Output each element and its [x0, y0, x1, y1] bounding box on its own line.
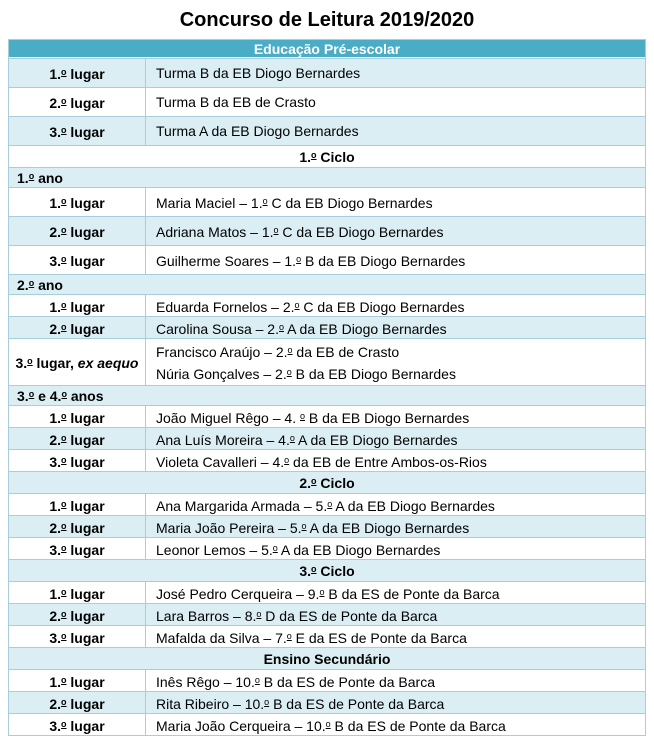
result-text: Ana Margarida Armada – 5.$^o$ A da EB Diogo Bernardes: [156, 497, 495, 514]
result-cell: [146, 59, 645, 87]
section-header-label: Ensino Secundário: [263, 650, 391, 667]
ordinal-indicator: o: [61, 586, 67, 597]
table-row: [9, 669, 645, 691]
place-cell: [9, 246, 146, 274]
place-cell: [9, 217, 146, 245]
place-cell: [9, 692, 146, 713]
ordinal-indicator: o: [61, 696, 67, 707]
ordinal-indicator: o: [256, 608, 262, 619]
ordinal-indicator: o: [284, 454, 290, 465]
result-text: Lara Barros – 8.$^o$ D da ES de Ponte da Barca: [156, 607, 438, 624]
ordinal-indicator: o: [61, 520, 67, 531]
place-label: 1.$^o$ lugar: [49, 673, 105, 690]
ex-aequo-label: ex aequo: [77, 355, 139, 371]
category-header-row: [9, 40, 645, 58]
section-header-row: [9, 471, 645, 493]
result-text: Maria João Cerqueira – 10.$^o$ B da ES de Ponte da Barca: [156, 717, 506, 734]
result-text: Maria Maciel – 1.$^o$ C da EB Diogo Bernardes: [156, 195, 433, 211]
place-cell: [9, 188, 146, 216]
place-cell: [9, 428, 146, 449]
result-text: Guilherme Soares – 1.$^o$ B da EB Diogo Bernardes: [156, 253, 466, 269]
place-label: 3.$^o$ lugar, ex aequo: [15, 355, 139, 371]
section-header-label: 2.$^o$ Ciclo: [299, 474, 355, 491]
place-label: 3.$^o$ lugar: [49, 541, 105, 558]
ordinal-indicator: o: [272, 542, 278, 553]
result-cell: [146, 217, 645, 245]
table-row: [9, 294, 645, 316]
place-label: 1.$^o$ lugar: [49, 409, 105, 426]
page-title: Concurso de Leitura 2019/2020: [179, 9, 475, 31]
place-cell: [9, 406, 146, 427]
ordinal-indicator: o: [61, 96, 67, 106]
place-label: 2.$^o$ lugar: [49, 224, 105, 240]
result-cell: [146, 428, 645, 449]
ordinal-indicator: o: [301, 520, 307, 531]
result-cell: [146, 692, 645, 713]
table-row: [9, 87, 645, 116]
ordinal-indicator: o: [61, 388, 67, 399]
ordinal-indicator: o: [286, 367, 292, 377]
place-label: 2.$^o$ lugar: [49, 431, 105, 448]
place-cell: [9, 582, 146, 603]
ordinal-indicator: o: [61, 542, 67, 553]
section-header-label: 1.$^o$ Ciclo: [299, 148, 355, 165]
place-cell: [9, 317, 146, 338]
ordinal-indicator: o: [311, 475, 317, 486]
result-cell: [146, 317, 645, 338]
ordinal-indicator: o: [27, 356, 33, 366]
result-text: Ana Luís Moreira – 4.$^o$ A da EB Diogo Bernardes: [156, 431, 458, 448]
category-header-label: Educação Pré-escolar: [253, 40, 401, 57]
grade-header-row: [9, 385, 645, 405]
ordinal-indicator: o: [294, 299, 300, 310]
ordinal-indicator: o: [61, 321, 67, 332]
place-cell: [9, 88, 146, 116]
place-cell: [9, 670, 146, 691]
section-header-row: [9, 559, 645, 581]
table-row: [9, 713, 645, 735]
result-cell: [146, 246, 645, 274]
ordinal-indicator: o: [319, 586, 325, 597]
table-row: [9, 625, 645, 647]
result-cell: [146, 494, 645, 515]
place-label: 2.$^o$ lugar: [49, 607, 105, 624]
result-text: Adriana Matos – 1.$^o$ C da EB Diogo Bernardes: [156, 224, 444, 240]
place-cell: [9, 516, 146, 537]
ordinal-indicator: o: [61, 67, 67, 77]
place-label: 3.$^o$ lugar: [49, 629, 105, 646]
ordinal-indicator: o: [61, 410, 67, 421]
ordinal-indicator: o: [61, 630, 67, 641]
grade-header-label: 2.$^o$ ano: [17, 276, 63, 293]
ordinal-indicator: o: [264, 696, 270, 707]
section-header-row: [9, 647, 645, 669]
result-line-1: Francisco Araújo – 2.$^o$ da EB de Crasto: [156, 344, 400, 360]
section-header-row: [9, 145, 645, 167]
place-label: 3.$^o$ lugar: [49, 253, 105, 269]
place-cell: [9, 117, 146, 145]
result-cell: [146, 604, 645, 625]
table-row: [9, 603, 645, 625]
result-text: Inês Rêgo – 10.$^o$ B da ES de Ponte da Barca: [156, 673, 435, 690]
table-row: [9, 216, 645, 245]
table-row: [9, 187, 645, 216]
table-row: [9, 116, 645, 145]
place-label: 3.$^o$ lugar: [49, 717, 105, 734]
ordinal-indicator: o: [325, 718, 331, 729]
ordinal-indicator: o: [61, 225, 67, 235]
place-cell: [9, 626, 146, 647]
ordinal-indicator: o: [311, 149, 317, 160]
result-cell: [146, 406, 645, 427]
ordinal-indicator: o: [61, 718, 67, 729]
table-row: [9, 581, 645, 603]
place-label: 3.$^o$ lugar: [49, 124, 105, 140]
ordinal-indicator: o: [296, 254, 302, 264]
table-row: [9, 58, 645, 87]
ordinal-indicator: o: [262, 196, 268, 206]
table-row: [9, 537, 645, 559]
result-text: Turma B da EB Diogo Bernardes: [156, 65, 361, 81]
grade-header-row: [9, 274, 645, 294]
result-text: Violeta Cavalleri – 4.$^o$ da EB de Entre Ambos-os-Rios: [156, 453, 487, 470]
table-row: [9, 691, 645, 713]
ordinal-indicator: o: [61, 432, 67, 443]
result-text: José Pedro Cerqueira – 9.$^o$ B da ES de Ponte da Barca: [156, 585, 500, 602]
ordinal-indicator: o: [311, 563, 317, 574]
ordinal-indicator: o: [28, 277, 35, 288]
ordinal-indicator: o: [286, 630, 292, 641]
result-cell: [146, 582, 645, 603]
result-cell: [146, 339, 645, 385]
result-cell: [146, 88, 645, 116]
result-cell: [146, 188, 645, 216]
place-cell: [9, 59, 146, 87]
table-row: [9, 245, 645, 274]
ordinal-indicator: o: [327, 498, 333, 509]
grade-header-label: 3.$^o$ e 4.$^o$ anos: [17, 387, 104, 404]
table-row: [9, 493, 645, 515]
table-row: [9, 427, 645, 449]
result-text: Leonor Lemos – 5.$^o$ A da EB Diogo Bernardes: [156, 541, 441, 558]
ordinal-indicator: o: [28, 388, 35, 399]
place-cell: [9, 604, 146, 625]
place-cell: [9, 295, 146, 316]
table-row: [9, 316, 645, 338]
ordinal-indicator: o: [61, 125, 67, 135]
table-row: [9, 449, 645, 471]
result-text: João Miguel Rêgo – 4. $^o$ B da EB Diogo Bernardes: [156, 409, 470, 426]
result-cell: [146, 295, 645, 316]
place-cell: [9, 714, 146, 735]
section-header-label: 3.$^o$ Ciclo: [299, 562, 355, 579]
result-text: Rita Ribeiro – 10.$^o$ B da ES de Ponte da Barca: [156, 695, 445, 712]
ordinal-indicator: o: [61, 299, 67, 310]
table-row: [9, 405, 645, 427]
place-label: 1.$^o$ lugar: [49, 195, 105, 211]
ordinal-indicator: o: [289, 432, 295, 443]
place-label: 1.$^o$ lugar: [49, 298, 105, 315]
place-label: 1.$^o$ lugar: [49, 497, 105, 514]
place-label: 2.$^o$ lugar: [49, 519, 105, 536]
ordinal-indicator: o: [61, 608, 67, 619]
grade-header-label: 1.$^o$ ano: [17, 169, 63, 186]
place-cell: [9, 494, 146, 515]
ordinal-indicator: o: [273, 225, 279, 235]
ordinal-indicator: o: [61, 498, 67, 509]
ordinal-indicator: o: [299, 410, 305, 421]
ordinal-indicator: o: [254, 674, 260, 685]
ordinal-indicator: o: [61, 196, 67, 206]
place-label: 2.$^o$ lugar: [49, 695, 105, 712]
ordinal-indicator: o: [61, 254, 67, 264]
ordinal-indicator: o: [278, 321, 284, 332]
results-table: [8, 39, 646, 736]
result-text: Maria João Pereira – 5.$^o$ A da EB Diogo Bernardes: [156, 519, 470, 536]
place-cell: [9, 450, 146, 471]
table-row-ex-aequo: [9, 338, 645, 385]
ordinal-indicator: o: [287, 345, 293, 355]
result-line-2: Núria Gonçalves – 2.$^o$ B da EB Diogo Bernardes: [156, 366, 456, 382]
result-cell: [146, 626, 645, 647]
table-row: [9, 515, 645, 537]
place-label: 3.$^o$ lugar: [49, 453, 105, 470]
place-cell: [9, 339, 146, 385]
place-label: 2.$^o$ lugar: [49, 95, 105, 111]
result-text: Carolina Sousa – 2.$^o$ A da EB Diogo Bernardes: [156, 320, 447, 337]
grade-header-row: [9, 167, 645, 187]
place-label: 1.$^o$ lugar: [49, 66, 105, 82]
result-cell: [146, 670, 645, 691]
place-cell: [9, 538, 146, 559]
ordinal-indicator: o: [61, 454, 67, 465]
result-text: Turma B da EB de Crasto: [156, 94, 316, 110]
result-cell: [146, 516, 645, 537]
result-cell: [146, 538, 645, 559]
result-cell: [146, 450, 645, 471]
place-label: 1.$^o$ lugar: [49, 585, 105, 602]
result-text: Mafalda da Silva – 7.$^o$ E da ES de Ponte da Barca: [156, 629, 467, 646]
result-cell: [146, 714, 645, 735]
place-label: 2.$^o$ lugar: [49, 320, 105, 337]
result-cell: [146, 117, 645, 145]
ordinal-indicator: o: [28, 170, 35, 181]
result-text: Eduarda Fornelos – 2.$^o$ C da EB Diogo Bernardes: [156, 298, 465, 315]
result-text: Turma A da EB Diogo Bernardes: [156, 123, 359, 139]
ordinal-indicator: o: [61, 674, 67, 685]
